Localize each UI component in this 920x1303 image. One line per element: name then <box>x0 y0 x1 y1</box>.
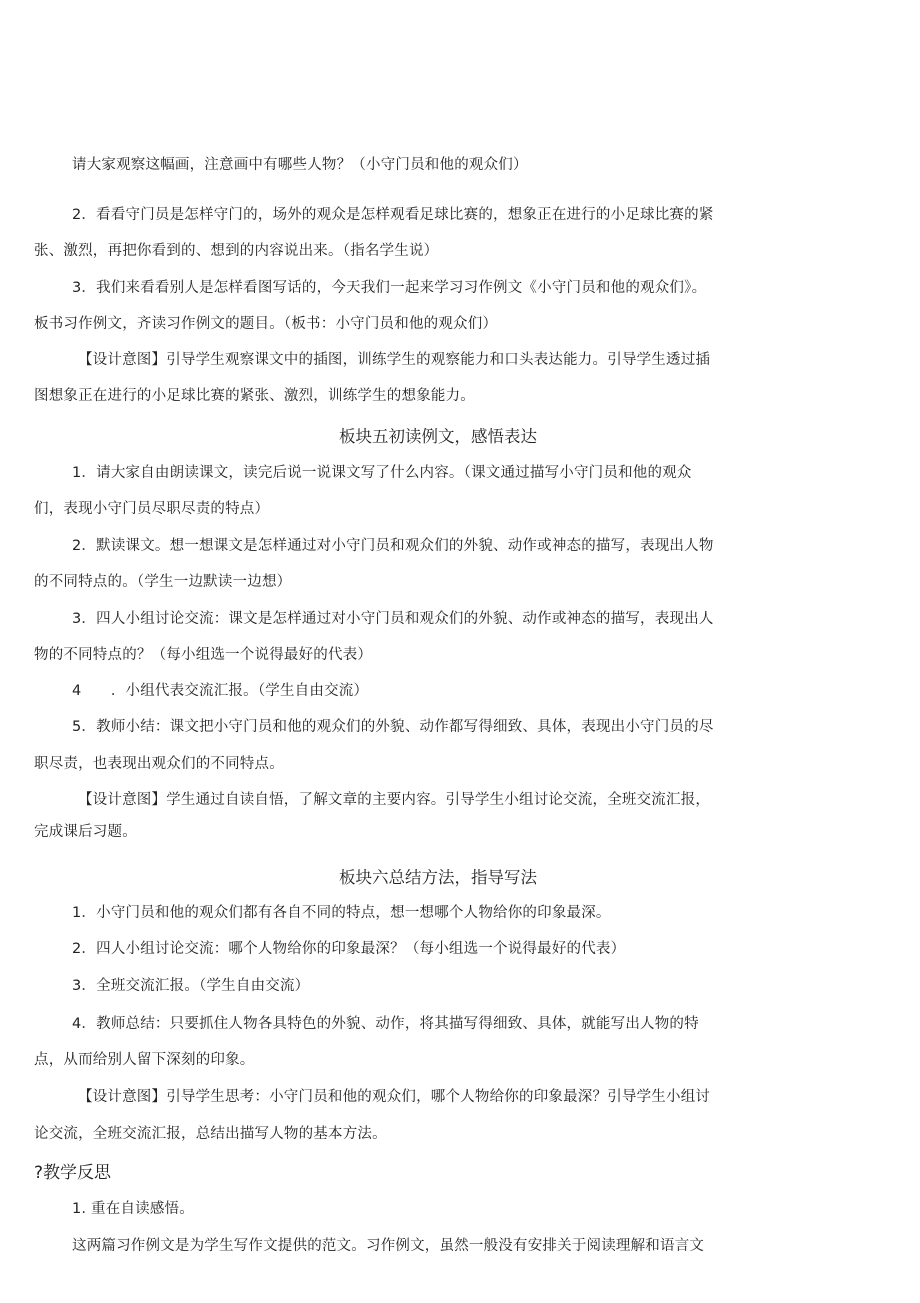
paragraph-line: 2．四人小组讨论交流：哪个人物给你的印象最深？（每小组选一个说得最好的代表） <box>72 941 626 957</box>
paragraph-line: 们，表现小守门员尽职尽责的特点） <box>34 501 270 517</box>
paragraph-line: 的不同特点的。（学生一边默读一边想） <box>34 574 292 590</box>
paragraph-line: 这两篇习作例文是为学生写作文提供的范文。习作例文，虽然一般没有安排关于阅读理解和语言文 <box>72 1238 705 1254</box>
paragraph-line: 1．请大家自由朗读课文，读完后说一说课文写了什么内容。（课文通过描写小守门员和他的观众 <box>72 465 692 481</box>
section-heading: 板块六总结方法，指导写法 <box>339 868 537 887</box>
paragraph-line: 完成课后习题。 <box>34 824 137 840</box>
section-heading: 板块五初读例文，感悟表达 <box>339 427 537 446</box>
paragraph-line: 5．教师小结：课文把小守门员和他的观众们的外貌、动作都写得细致、具体，表现出小守门员的尽 <box>72 719 714 735</box>
paragraph-line: 点，从而给别人留下深刻的印象。 <box>34 1052 255 1068</box>
design-intent-line: 【设计意图】学生通过自读自悟，了解文章的主要内容。引导学生小组讨论交流，全班交流汇报， <box>78 792 711 808</box>
paragraph-line: 论交流，全班交流汇报，总结出描写人物的基本方法。 <box>34 1126 387 1142</box>
paragraph-line: 板书习作例文，齐读习作例文的题目。（板书：小守门员和他的观众们） <box>34 316 498 332</box>
design-intent-line: 【设计意图】引导学生思考：小守门员和他的观众们，哪个人物给你的印象最深？引导学生小组讨 <box>78 1089 711 1105</box>
paragraph-line: 3．我们来看看别人是怎样看图写话的，今天我们一起来学习习作例文《小守门员和他的观众们》。 <box>72 280 707 296</box>
paragraph-line: 3．四人小组讨论交流：课文是怎样通过对小守门员和观众们的外貌、动作或神态的描写，表现出人 <box>72 611 714 627</box>
paragraph-line: 图想象正在进行的小足球比赛的紧张、激烈，训练学生的想象能力。 <box>34 388 475 404</box>
design-intent-line: 【设计意图】引导学生观察课文中的插图，训练学生的观察能力和口头表达能力。引导学生透过插 <box>78 352 711 368</box>
paragraph-line: 1．小守门员和他的观众们都有各自不同的特点，想一想哪个人物给你的印象最深。 <box>72 905 611 921</box>
paragraph-line: 职尽责，也表现出观众们的不同特点。 <box>34 756 284 772</box>
paragraph-line: 4．教师总结：只要抓住人物各具特色的外貌、动作，将其描写得细致、具体，就能写出人物的特 <box>72 1016 699 1032</box>
paragraph-line: 张、激烈，再把你看到的、想到的内容说出来。（指名学生说） <box>34 243 439 259</box>
paragraph-line: 3．全班交流汇报。（学生自由交流） <box>72 978 310 994</box>
paragraph-line: 2．默读课文。想一想课文是怎样通过对小守门员和观众们的外貌、动作或神态的描写，表现出人物 <box>72 538 714 554</box>
paragraph-line: 2．看看守门员是怎样守门的，场外的观众是怎样观看足球比赛的，想象正在进行的小足球比赛的紧 <box>72 207 714 223</box>
paragraph-line: 物的不同特点的？（每小组选一个说得最好的代表） <box>34 647 373 663</box>
paragraph-line: 1. 重在自读感悟。 <box>72 1201 194 1217</box>
reflection-heading: ?教学反思 <box>34 1163 112 1183</box>
paragraph-line: 4 ．小组代表交流汇报。（学生自由交流） <box>72 683 369 699</box>
paragraph-line: 请大家观察这幅画，注意画中有哪些人物？（小守门员和他的观众们） <box>72 157 528 173</box>
